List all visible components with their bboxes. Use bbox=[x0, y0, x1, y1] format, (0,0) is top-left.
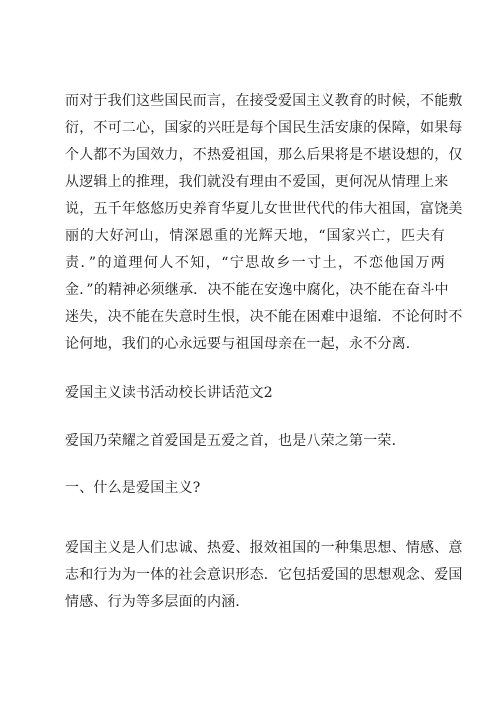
text-line: 情感、行为等多层面的内涵． bbox=[65, 594, 250, 610]
text-line: 说，五千年悠悠历史养育华夏儿女世世代代的伟大祖国，富饶美 bbox=[65, 201, 463, 217]
text-line: 爱国主义是人们忠诚、热爱、报效祖国的一种集思想、情感、意 bbox=[65, 540, 463, 556]
text-line: 爱国乃荣耀之首爱国是五爱之首，也是八荣之第一荣． bbox=[65, 433, 406, 449]
subheading-what-is-patriotism bbox=[65, 475, 445, 502]
text-line: 志和行为为一体的社会意识形态．它包括爱国的思想观念、爱国 bbox=[65, 567, 463, 583]
paragraph-patriotism-honor bbox=[65, 428, 445, 455]
text-line: 责．”的道理何人不知，“宁思故乡一寸土，不恋他国万两 bbox=[65, 255, 445, 271]
text-line: 而对于我们这些国民而言，在接受爱国主义教育的时候，不能敷 bbox=[65, 93, 463, 109]
text-line: 从逻辑上的推理，我们就没有理由不爱国，更何况从情理上来 bbox=[65, 174, 449, 190]
subheading-text: 一、什么是爱国主义? bbox=[65, 480, 201, 496]
section-title-text: 爱国主义读书活动校长讲话范文2 bbox=[65, 385, 273, 401]
text-line: 论何地，我们的心永远要与祖国母亲在一起，永不分离． bbox=[65, 336, 420, 352]
text-line: 金．”的精神必须继承．决不能在安逸中腐化，决不能在奋斗中 bbox=[65, 282, 449, 298]
paragraph-patriotism-definition bbox=[65, 535, 463, 616]
text-line: 丽的大好河山，情深恩重的光辉天地，“国家兴亡，匹夫有 bbox=[65, 228, 445, 244]
text-line: 个人都不为国效力，不热爱祖国，那么后果将是不堪设想的，仅 bbox=[65, 147, 463, 163]
text-line: 迷失，决不能在失意时生恨，决不能在困难中退缩．不论何时不 bbox=[65, 309, 463, 325]
paragraph-patriotism-duty bbox=[65, 88, 463, 358]
text-line: 衍，不可二心，国家的兴旺是每个国民生活安康的保障，如果每 bbox=[65, 120, 463, 136]
section-title bbox=[65, 380, 445, 407]
